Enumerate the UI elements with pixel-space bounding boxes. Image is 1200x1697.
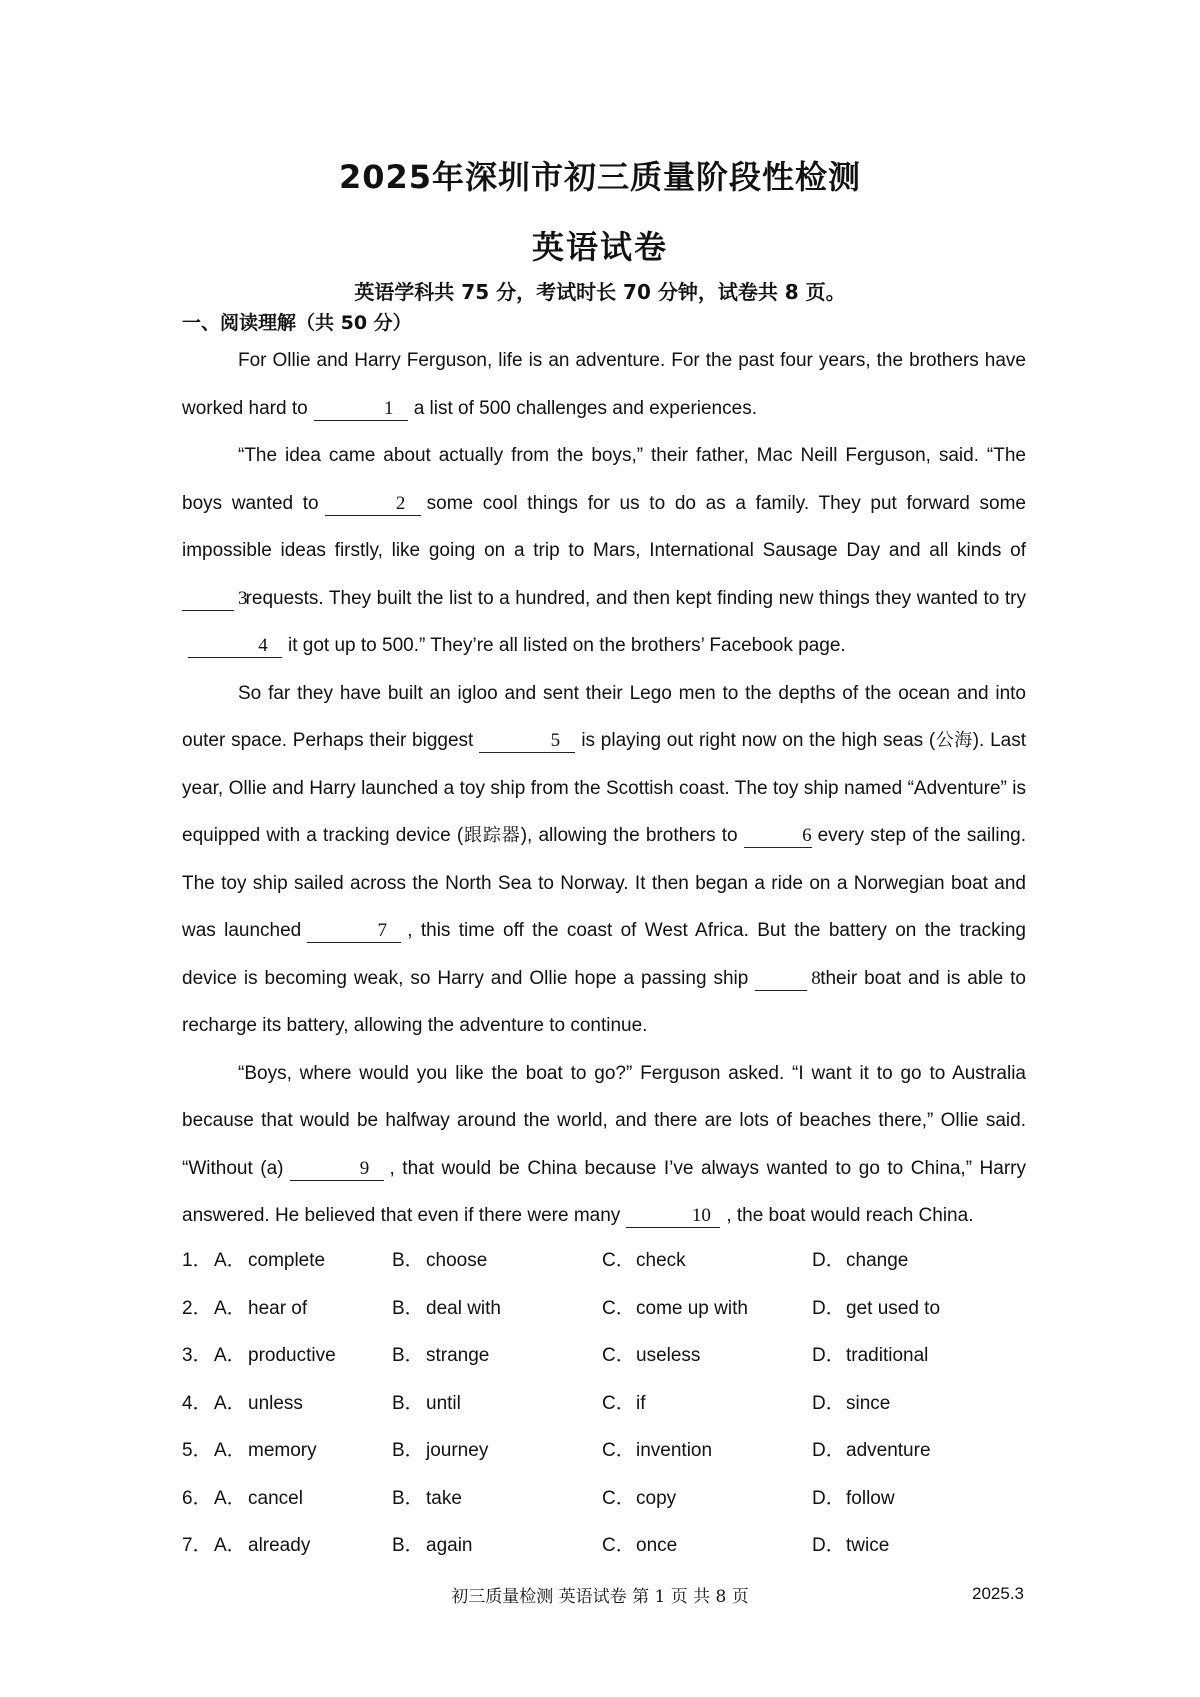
- option-text: twice: [846, 1535, 890, 1556]
- option-letter: B．: [392, 1345, 424, 1366]
- paragraph-2: [182, 432, 1026, 670]
- option-text: get used to: [846, 1297, 941, 1319]
- option-text: complete: [248, 1250, 326, 1271]
- blank-2: 2: [325, 493, 421, 516]
- chinese-gloss: 公海: [935, 730, 973, 751]
- blank-10: 10: [626, 1205, 720, 1228]
- option-letter: D．: [812, 1392, 845, 1414]
- option-letter: D．: [812, 1250, 845, 1271]
- blank-5: 5: [479, 730, 575, 753]
- option-text: traditional: [846, 1345, 929, 1366]
- option-text: productive: [248, 1345, 336, 1366]
- option-letter: D．: [812, 1440, 845, 1461]
- option-text: choose: [426, 1250, 488, 1271]
- option-letter: A．: [214, 1535, 246, 1556]
- option-d: [812, 1475, 895, 1523]
- exam-info: 英语学科共 75 分，考试时长 70 分钟，试卷共 8 页。: [354, 280, 846, 304]
- option-letter: C．: [602, 1487, 635, 1509]
- question-number: 7．: [182, 1535, 212, 1556]
- option-letter: D．: [812, 1297, 845, 1319]
- passage-text: it got up to 500.” They’re all listed on the brothers’ Facebook page.: [288, 635, 846, 656]
- option-a: [214, 1285, 307, 1333]
- option-letter: D．: [812, 1487, 845, 1509]
- question-row: [182, 1427, 1082, 1475]
- option-text: until: [426, 1392, 461, 1414]
- option-letter: A．: [214, 1440, 246, 1461]
- option-text: cancel: [248, 1487, 303, 1509]
- question-row: [182, 1285, 1082, 1333]
- option-d: [812, 1237, 908, 1285]
- option-c: [602, 1427, 712, 1475]
- option-letter: B．: [392, 1297, 424, 1319]
- page-footer: 初三质量检测 英语试卷 第 1 页 共 8 页: [451, 1587, 749, 1607]
- question-row: [182, 1522, 1082, 1570]
- passage-text: ), allowing the brothers to: [520, 825, 738, 846]
- option-text: again: [426, 1535, 473, 1556]
- option-letter: A．: [214, 1345, 246, 1366]
- chinese-gloss: 跟踪器: [463, 825, 521, 846]
- option-a: [214, 1522, 310, 1570]
- passage-text: is playing out right now on the high seas (: [581, 730, 936, 751]
- option-b: [392, 1237, 487, 1285]
- passage-text: their boat and is able to recharge its battery, allowing the adventure to continue.: [182, 967, 1026, 1036]
- question-row: [182, 1380, 1082, 1428]
- passage-text: some cool things for us to do as a family. They put forward some impossible ideas firstly, like going on a trip to Mars, International Sausage Day and all kinds of: [182, 492, 1026, 561]
- passage-text: “Boys, where would you like the boat to go?” Ferguson asked. “I want it to go to Australia because that would be halfway around the world, and there are lots of beaches there,” Ollie said. “Without (a): [182, 1062, 1026, 1179]
- option-text: take: [426, 1487, 462, 1509]
- option-a: [214, 1237, 325, 1285]
- option-letter: D．: [812, 1535, 845, 1556]
- blank-7: 7: [307, 920, 401, 943]
- footer-date: 2025.3: [972, 1584, 1024, 1603]
- question-number: 3．: [182, 1345, 212, 1366]
- question-row: [182, 1237, 1082, 1285]
- question-number: 4．: [182, 1392, 212, 1414]
- passage-text: , that would be China because I’ve always wanted to go to China,” Harry answered. He believed that even if there were many: [182, 1157, 1026, 1226]
- option-text: useless: [636, 1345, 701, 1366]
- option-letter: B．: [392, 1250, 424, 1271]
- passage-text: “The idea came about actually from the boys,” their father, Mac Neill Ferguson, said. “The boys wanted to: [182, 445, 1026, 514]
- option-c: [602, 1332, 700, 1380]
- option-letter: B．: [392, 1535, 424, 1556]
- passage-text: , this time off the coast of West Africa. But the battery on the tracking device is becoming weak, so Harry and Ollie hope a passing ship: [182, 920, 1026, 989]
- blank-6: 6: [744, 825, 812, 848]
- paragraph-3: [182, 670, 1026, 1050]
- option-text: once: [636, 1535, 678, 1556]
- option-text: memory: [248, 1440, 317, 1461]
- paragraph-1: [182, 337, 1026, 432]
- option-letter: A．: [214, 1392, 246, 1414]
- option-text: come up with: [636, 1297, 748, 1319]
- option-text: strange: [426, 1345, 490, 1366]
- option-text: copy: [636, 1487, 677, 1509]
- option-text: check: [636, 1250, 686, 1271]
- option-c: [602, 1285, 748, 1333]
- option-b: [392, 1332, 489, 1380]
- exam-subtitle: 英语试卷: [531, 228, 668, 266]
- exam-title: 2025年深圳市初三质量阶段性检测: [338, 158, 862, 196]
- option-letter: B．: [392, 1392, 424, 1414]
- paragraph-4: [182, 1050, 1026, 1240]
- option-b: [392, 1285, 501, 1333]
- option-letter: D．: [812, 1345, 845, 1366]
- question-options: [182, 1237, 1082, 1570]
- option-letter: B．: [392, 1487, 424, 1509]
- option-text: if: [636, 1392, 646, 1414]
- option-d: [812, 1332, 928, 1380]
- passage-text: , the boat would reach China.: [726, 1205, 974, 1226]
- option-text: journey: [426, 1440, 489, 1461]
- option-d: [812, 1285, 940, 1333]
- option-letter: C．: [602, 1392, 635, 1414]
- option-b: [392, 1522, 473, 1570]
- passage-text: a list of 500 challenges and experiences.: [413, 397, 757, 419]
- option-letter: C．: [602, 1440, 635, 1461]
- passage-text: For Ollie and Harry Ferguson, life is an adventure. For the past four years, the brothers have worked hard to: [182, 350, 1026, 419]
- section-heading: 一、阅读理解（共 50 分）: [182, 312, 412, 334]
- option-a: [214, 1475, 303, 1523]
- question-number: 1．: [182, 1250, 212, 1271]
- option-b: [392, 1475, 462, 1523]
- option-a: [214, 1332, 336, 1380]
- option-text: already: [248, 1535, 311, 1556]
- question-number: 6．: [182, 1487, 212, 1509]
- option-c: [602, 1475, 676, 1523]
- option-text: invention: [636, 1440, 713, 1461]
- passage-text: So far they have built an igloo and sent their Lego men to the depths of the ocean and into outer space. Perhaps their biggest: [182, 682, 1026, 751]
- option-text: deal with: [426, 1297, 501, 1319]
- option-letter: A．: [214, 1487, 246, 1509]
- option-text: follow: [846, 1487, 895, 1509]
- question-number: 2．: [182, 1297, 212, 1319]
- option-text: unless: [248, 1392, 303, 1414]
- question-number: 5．: [182, 1440, 212, 1461]
- option-text: hear of: [248, 1297, 308, 1319]
- option-b: [392, 1380, 461, 1428]
- option-d: [812, 1522, 889, 1570]
- option-c: [602, 1237, 686, 1285]
- option-d: [812, 1427, 931, 1475]
- option-letter: C．: [602, 1297, 635, 1319]
- option-a: [214, 1380, 303, 1428]
- blank-8: 8: [755, 968, 807, 991]
- option-letter: C．: [602, 1345, 635, 1366]
- option-letter: A．: [214, 1250, 246, 1271]
- option-d: [812, 1380, 890, 1428]
- blank-3: 3: [182, 588, 234, 611]
- option-text: since: [846, 1392, 891, 1414]
- option-letter: C．: [602, 1535, 635, 1556]
- question-row: [182, 1332, 1082, 1380]
- blank-1: 1: [314, 398, 408, 421]
- option-text: adventure: [846, 1440, 931, 1461]
- blank-4: 4: [188, 635, 282, 658]
- option-letter: B．: [392, 1440, 424, 1461]
- passage-text: every step of the sailing. The toy ship sailed across the North Sea to Norway. It then began a ride on a Norwegian boat and was launched: [182, 825, 1027, 941]
- passage-text: requests. They built the list to a hundred, and then kept finding new things they wanted to try: [245, 587, 1026, 609]
- option-c: [602, 1522, 677, 1570]
- option-text: change: [846, 1250, 909, 1271]
- option-a: [214, 1427, 317, 1475]
- option-letter: A．: [214, 1297, 246, 1319]
- option-c: [602, 1380, 646, 1428]
- option-letter: C．: [602, 1250, 635, 1271]
- reading-passage: [182, 337, 1026, 1240]
- question-row: [182, 1475, 1082, 1523]
- option-b: [392, 1427, 488, 1475]
- blank-9: 9: [290, 1158, 384, 1181]
- passage-text: ). Last year, Ollie and Harry launched a toy ship from the Scottish coast. The toy ship named “Adventure” is equipped with a tracking device (: [182, 730, 1026, 846]
